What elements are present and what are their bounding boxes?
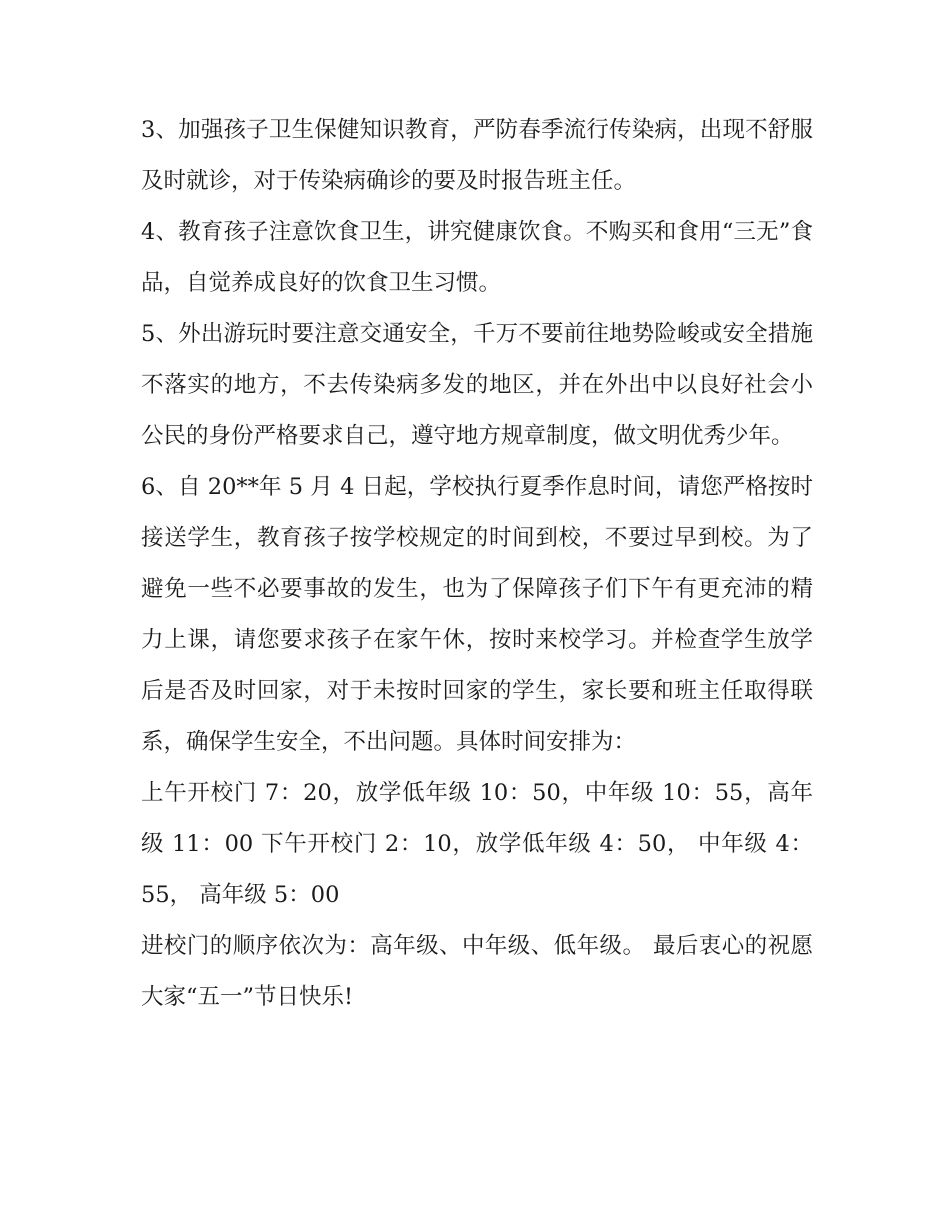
paragraph-timetable: 上午开校门 7：20，放学低年级 10：50，中年级 10：55，高年级 11：00 下午开校门 2：10，放学低年级 4：50， 中年级 4：55， 高年级 5：00 <box>141 780 813 908</box>
paragraph-hygiene: 3、加强孩子卫生保健知识教育，严防春季流行传染病，出现不舒服及时就诊，对于传染病确诊的要及时报告班主任。 <box>141 117 813 194</box>
document-body <box>141 105 813 1023</box>
paragraph-summer-schedule: 6、自 20**年 5 月 4 日起，学校执行夏季作息时间，请您严格按时接送学生，教育孩子按学校规定的时间到校，不要过早到校。为了避免一些不必要事故的发生，也为了保障孩子们下午有更充沛的精力上课，请您要求孩子在家午休，按时来校学习。并检查学生放学后是否及时回家，对于未按时回家的学生，家长要和班主任取得联系，确保学生安全，不出问题。具体时间安排为： <box>141 474 813 755</box>
paragraph-diet: 4、教育孩子注意饮食卫生，讲究健康饮食。不购买和食用“三无”食品，自觉养成良好的饮食卫生习惯。 <box>141 219 813 296</box>
paragraph-travel-safety: 5、外出游玩时要注意交通安全，千万不要前往地势险峻或安全措施不落实的地方，不去传染病多发的地区，并在外出中以良好社会小公民的身份严格要求自己，遵守地方规章制度，做文明优秀少年。 <box>141 321 813 449</box>
paragraph-closing: 进校门的顺序依次为：高年级、中年级、低年级。 最后衷心的祝愿大家“五一”节日快乐! <box>141 933 813 1010</box>
